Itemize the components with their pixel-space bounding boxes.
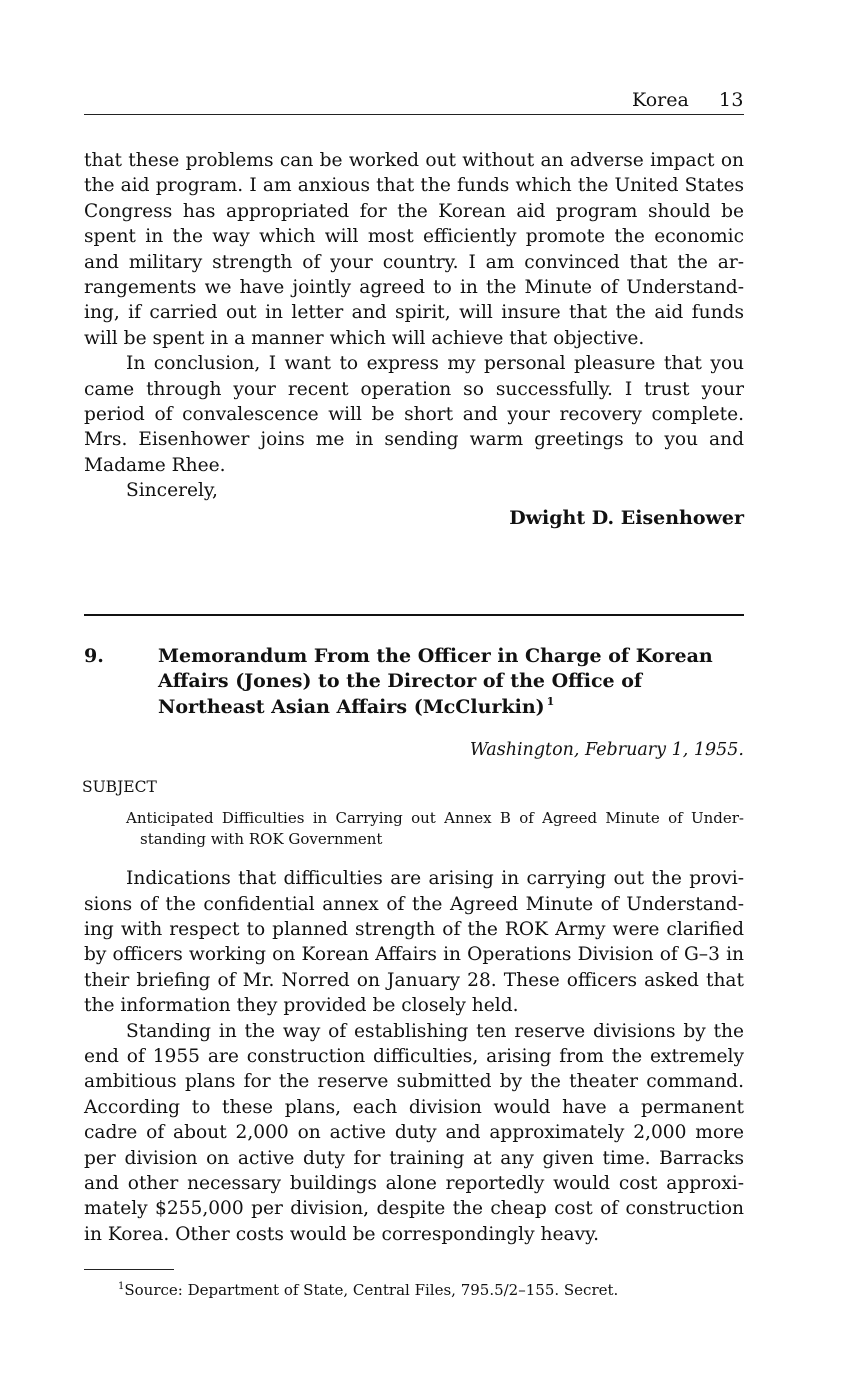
document-title-wrapper [158,644,744,721]
subject-text: Anticipated Difficulties in Carrying out Annex B of Agreed Minute of Understanding with ROK Government [126,809,744,849]
letter-closing: Sincerely, [126,480,218,502]
letter-paragraph: In conclusion, I want to express my personal pleasure that you came through your recent operation so successfully. I trust your period of convalescence will be short and your recovery complete. Mrs. Eisenhower joins me in sending warm greetings to you and Madame Rhee. [84,353,744,476]
footnote-reference[interactable]: 1 [546,695,555,709]
running-head-title: Korea [632,89,689,111]
document-title: Memorandum From the Officer in Charge of Korean Affairs (Jones) to the Director of the Office of Northeast Asian Affairs (McClurkin) [158,644,713,718]
document-number: 9. [84,644,104,667]
document-heading [84,644,744,721]
footnote-marker: 1 [118,1281,125,1293]
letter-paragraph: that these problems can be worked out without an adverse impact on the aid program. I am anxious that the funds which the United States Congress has appropriated for the Korean aid program should be spent in the way which will most efficiently promote the economic and military strength of your country. I am convinced that the arrangements we have jointly agreed to in the Minute of Understanding, if carried out in letter and spirit, will insure that the aid funds will be spent in a manner which will achieve that objective. [84,150,744,349]
page-number: 13 [718,89,744,111]
document-page [84,88,744,1301]
memo-paragraph: Standing in the way of establishing ten reserve divisions by the end of 1955 are construction difficulties, arising from the extremely ambitious plans for the reserve submitted by the theater command. According to these plans, each division would have a permanent cadre of about 2,000 on active duty and approximately 2,000 more per division on active duty for training at any given time. Barracks and other necessary buildings alone reportedly would cost approximately $255,000 per division, despite the cheap cost of construction in Korea. Other costs would be correspondingly heavy. [84,1020,744,1245]
section-divider [84,614,744,616]
footnote [118,1280,744,1301]
running-head [84,88,744,115]
signature: Dwight D. Eisenhower [509,506,744,529]
memo-paragraph: Indications that difficulties are arising in carrying out the provisions of the confidential annex of the Agreed Minute of Understanding with respect to planned strength of the ROK Army were clarified by officers working on Korean Affairs in Operations Division of G–3 in their briefing of Mr. Norred on January 28. These officers asked that the information they provided be closely held. [84,868,744,1017]
subject-label: SUBJECT [82,778,157,797]
footnote-divider [84,1269,174,1270]
place-date: Washington, February 1, 1955. [469,740,744,761]
footnote-text: Source: Department of State, Central Files, 795.5/2–155. Secret. [124,1281,619,1300]
